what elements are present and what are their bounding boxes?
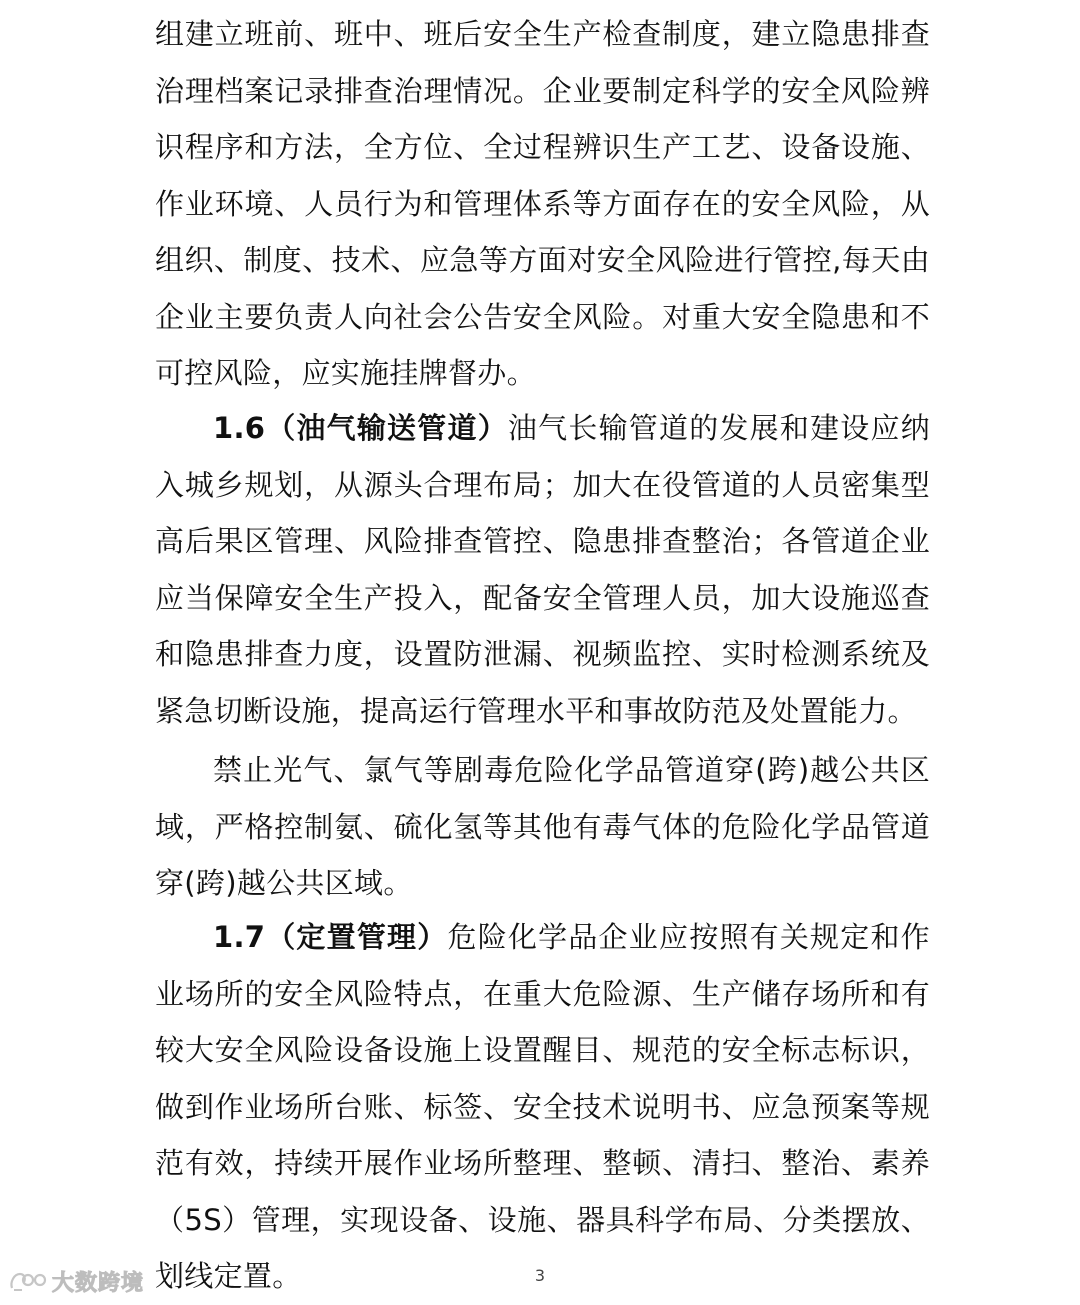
- paragraph-block-1: [155, 6, 930, 402]
- paragraph-3: [155, 742, 930, 912]
- paragraph-2-text: 油气长输管道的发展和建设应纳入城乡规划，从源头合理布局；加大在役管道的人员密集型高后果区管理、风险排查管控、隐患排查整治；各管道企业应当保障安全生产投入，配备安全管理人员，加大设施巡查和隐患排查力度，设置防泄漏、视频监控、实时检测系统及紧急切断设施，提高运行管理水平和事故防范及处置能力。: [155, 411, 931, 728]
- section-number-1-6: 1.6: [213, 411, 266, 445]
- paragraph-1: [155, 6, 930, 402]
- section-title-placement-management: （定置管理）: [265, 920, 448, 954]
- paragraph-block-3: [155, 742, 930, 912]
- page-number: 3: [534, 1266, 546, 1285]
- paragraph-3-text: 禁止光气、氯气等剧毒危险化学品管道穿(跨)越公共区域，严格控制氨、硫化氢等其他有毒气体的危险化学品管道穿(跨)越公共区域。: [155, 753, 930, 900]
- paragraph-1-text: 组建立班前、班中、班后安全生产检查制度，建立隐患排查治理档案记录排查治理情况。企业要制定科学的安全风险辨识程序和方法，全方位、全过程辨识生产工艺、设备设施、作业环境、人员行为和管理体系等方面存在的安全风险，从组织、制度、技术、应急等方面对安全风险进行管控,每天由企业主要负责人向社会公告安全风险。对重大安全隐患和不可控风险，应实施挂牌督办。: [155, 17, 930, 390]
- paragraph-block-2: [155, 400, 930, 739]
- paragraph-4: [155, 909, 930, 1305]
- paragraph-4-text: 危险化学品企业应按照有关规定和作业场所的安全风险特点，在重大危险源、生产储存场所和有较大安全风险设备设施上设置醒目、规范的安全标志标识，做到作业场所台账、标签、安全技术说明书、应急预案等规范有效，持续开展作业场所整理、整顿、清扫、整治、素养（5S）管理，实现设备、设施、器具科学布局、分类摆放、划线定置。: [155, 920, 930, 1293]
- section-title-pipeline: （油气输送管道）: [265, 411, 508, 445]
- paragraph-2: [155, 400, 930, 739]
- section-number-1-7: 1.7: [213, 920, 266, 954]
- paragraph-block-4: [155, 909, 930, 1305]
- watermark-text: 大数跨境: [52, 1270, 145, 1296]
